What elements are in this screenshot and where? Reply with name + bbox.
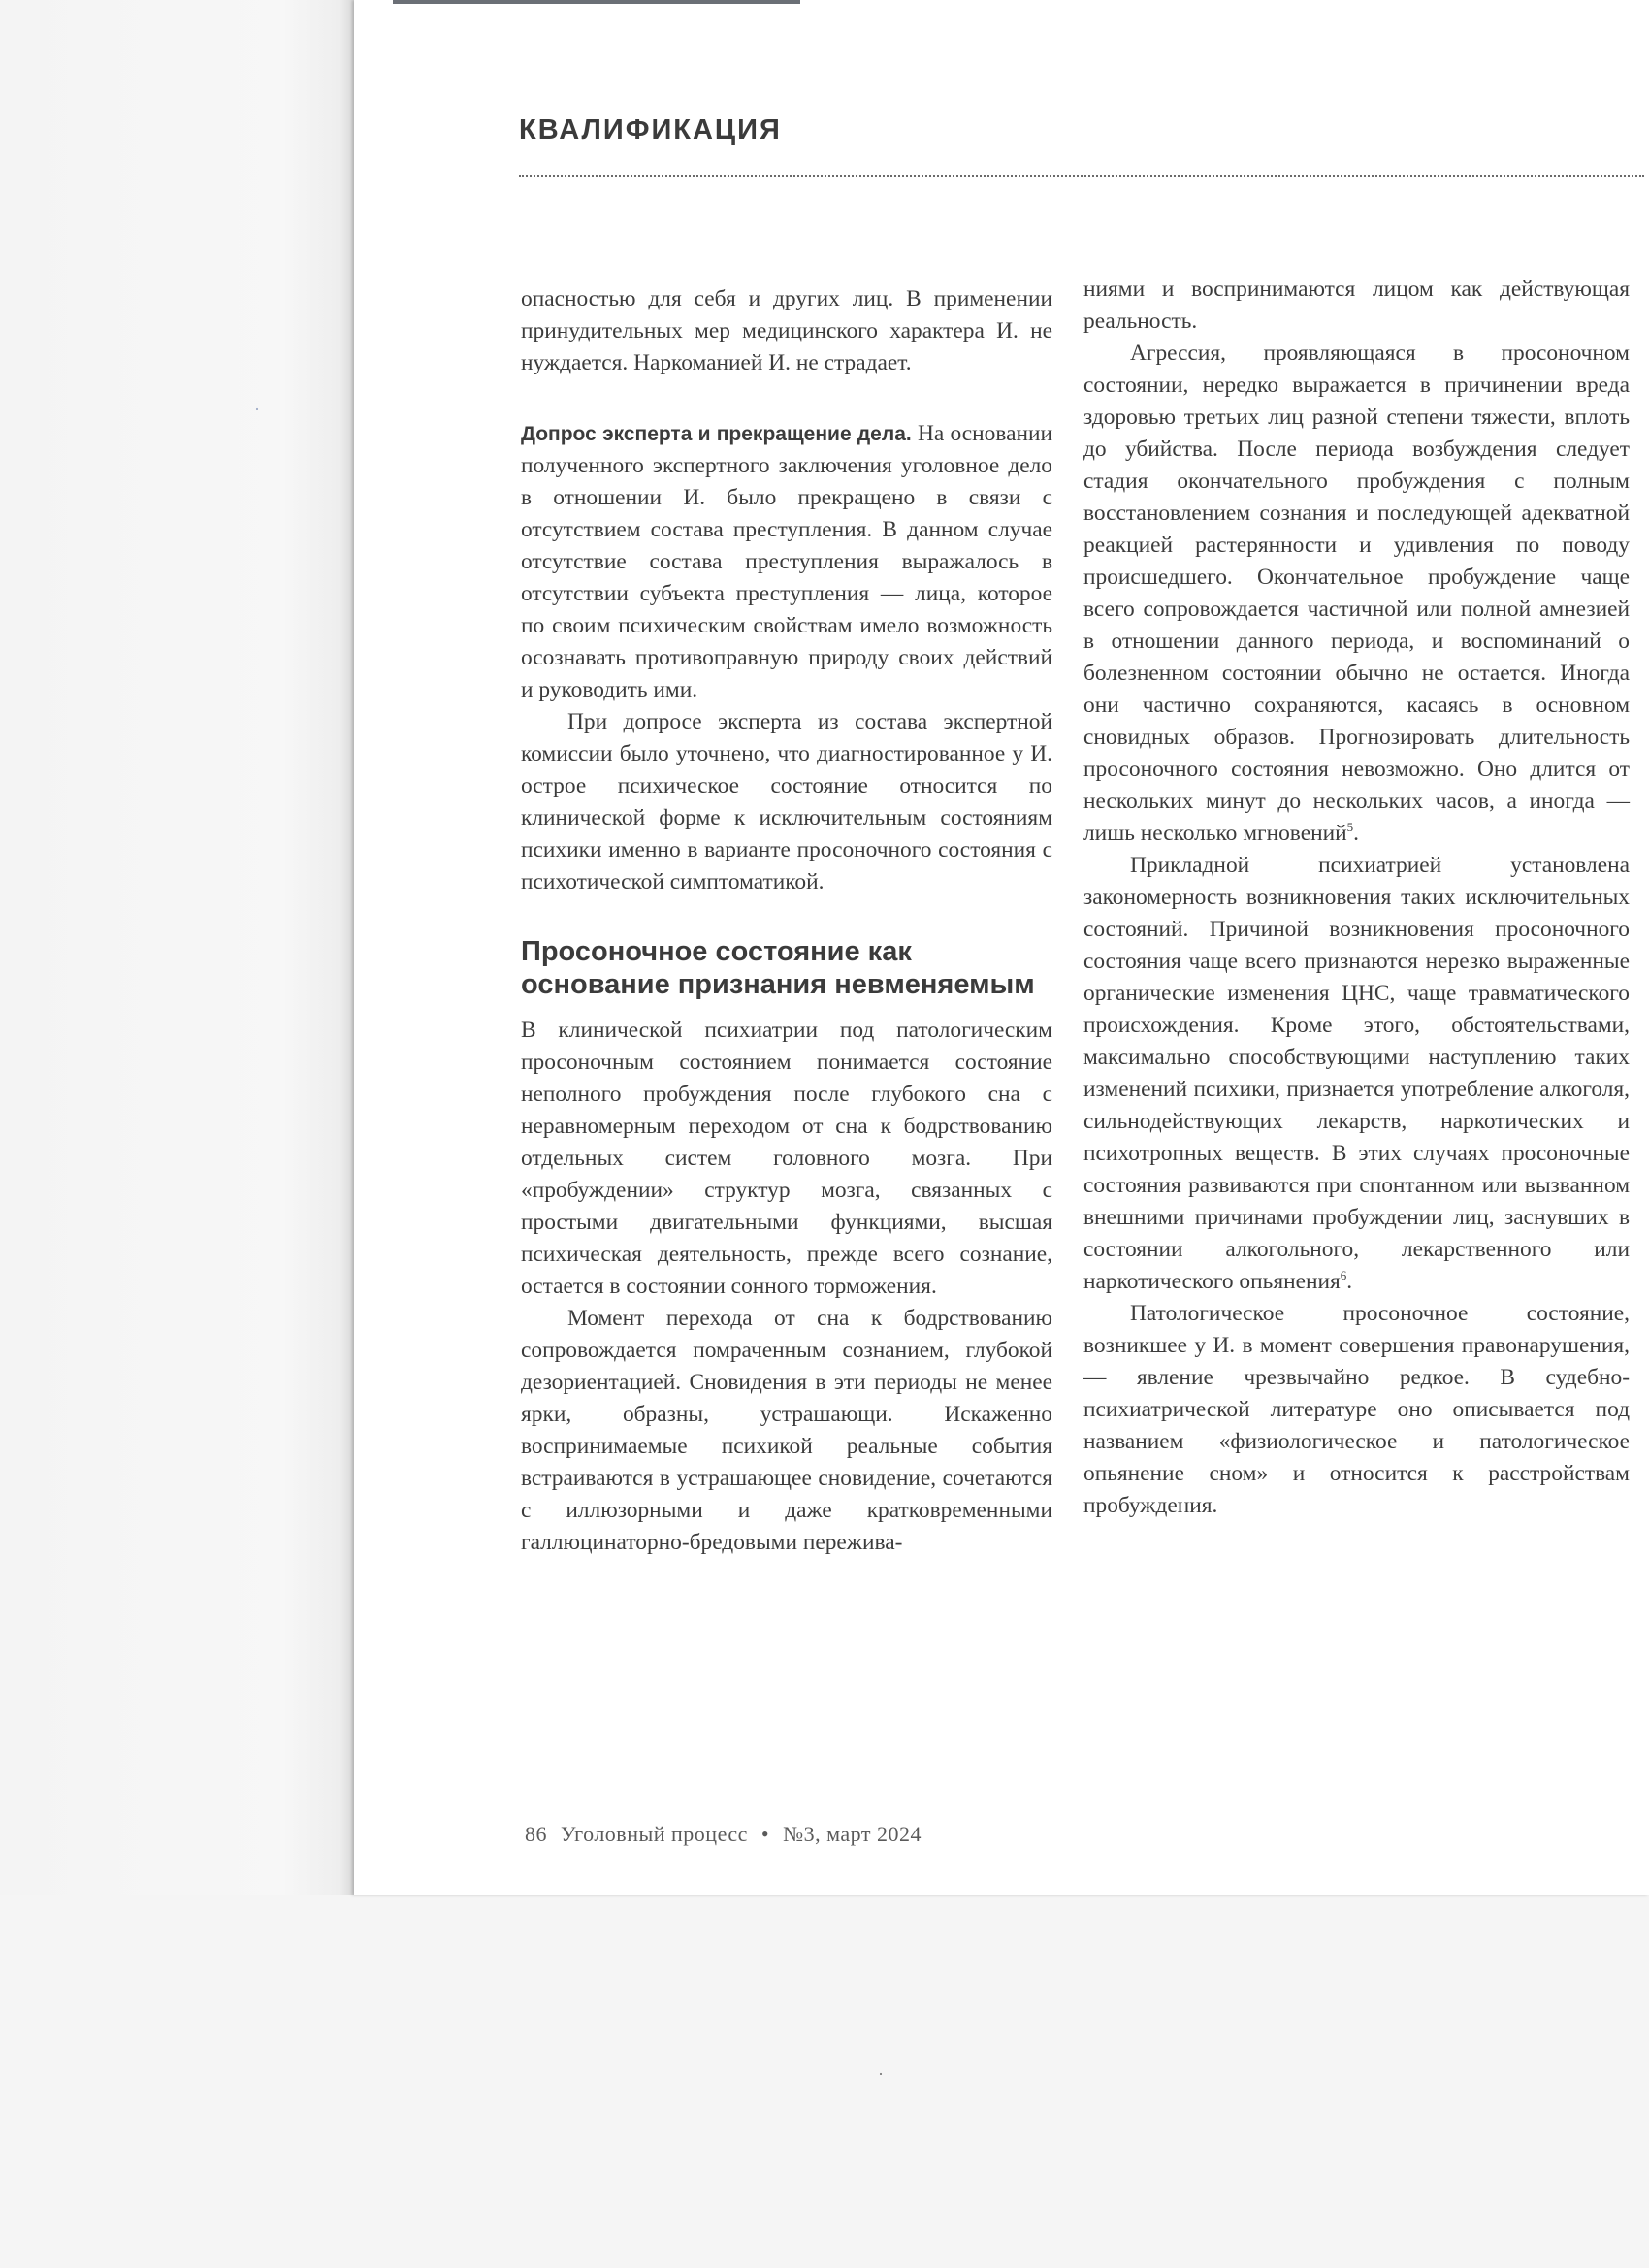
journal-page <box>354 0 1649 1895</box>
footnote-marker: 6 <box>1340 1268 1347 1283</box>
run-in-heading: Допрос эксперта и прекращение дела. <box>521 423 912 445</box>
section-subheading: Просоночное состояние как основание признания невменяемым <box>521 936 1035 1000</box>
paragraph: опасностью для себя и других лиц. В применении принудительных мер медицинского характера И. не нуждается. Наркоманией И. не страдает. <box>521 286 1052 375</box>
paragraph: При допросе эксперта из состава экспертной комиссии было уточнено, что диагностированное у И. острое психическое состояние относится по клинической форме к исключительным состояниям психики именно в варианте просоночного состояния с психотической симптоматикой. <box>521 709 1052 894</box>
section-label: КВАЛИФИКАЦИЯ <box>519 114 782 146</box>
left-column <box>521 283 1052 1559</box>
scan-speck: · <box>878 2064 884 2084</box>
page-footer <box>525 1822 929 1847</box>
scan-background-left <box>0 0 354 1895</box>
scan-speck: · <box>254 400 260 419</box>
paragraph-text: На основании полученного экспертного заключения уголовное дело в отношении И. было прекращено в связи с отсутствием состава преступления. В данном случае отсутствие состава преступления выражалось в отсутствии субъекта преступления — лица, которое по своим психическим свойствам имело возможность осознавать противоправную природу своих действий и руководить ими. <box>521 421 1053 702</box>
paragraph <box>521 418 1052 706</box>
journal-title: Уголовный процесс <box>561 1822 748 1846</box>
issue-info: №3, март 2024 <box>783 1822 922 1846</box>
page-top-rule <box>393 0 800 4</box>
paragraph-text: Агрессия, проявляющаяся в просоночном состоянии, нередко выражается в причинении вреда здоровью третьих лиц разной степени тяжести, вплоть до убийства. После периода возбуждения следует стадия окончательного пробуждения с полным восстановлением сознания и последующей адекватной реакцией растерянности и удивления по поводу происшедшего. Окончательное пробуждение чаще всего сопровождается частичной или полной амнезией в отношении данного периода, и воспоминаний о болезненном состоянии обычно не остается. Иногда они частично сохраняются, касаясь в основном сновидных образов. Прогнозировать длительность просоночного состояния невозможно. Оно длится от нескольких минут до нескольких часов, а иногда — лишь несколько мгновений <box>1083 340 1630 846</box>
paragraph: Агрессия, проявляющаяся в просоночном состоянии, нередко выражается в причинении вреда здоровью третьих лиц разной степени тяжести, вплоть до убийства. После периода возбуждения следует стадия окончательного пробуждения с полным восстановлением сознания и последующей адекватной реакцией растерянности и удивления по поводу происшедшего. Окончательное пробуждение чаще всего сопровождается частичной или полной амнезией в отношении данного периода, и воспоминаний о болезненном состоянии обычно не остается. Иногда они частично сохраняются, касаясь в основном сновидных образов. Прогнозировать длительность просоночного состояния невозможно. Оно длится от нескольких минут до нескольких часов, а иногда — лишь несколько мгновений$^5$. <box>1083 340 1630 846</box>
footnote-marker: 5 <box>1346 820 1354 835</box>
right-column <box>1083 274 1630 1522</box>
paragraph-text: Прикладной психиатрией установлена закономерность возникновения таких исключительных состояний. Причиной возникновения просоночного состояния чаще всего признаются нерезко выраженные органические изменения ЦНС, чаще травматического происхождения. Кроме этого, обстоятельствами, максимально способствующими наступлению таких изменений психики, признается употребление алкоголя, сильнодействующих лекарств, наркотических и психотропных веществ. В этих случаях просоночные состояния развиваются при спонтанном или вызванном внешними причинами пробуждении лиц, заснувших в состоянии алкогольного, лекарственного или наркотического опьянения <box>1083 853 1630 1294</box>
paragraph: ниями и воспринимаются лицом как действующая реальность. <box>1083 276 1630 334</box>
page-number: 86 <box>525 1822 547 1846</box>
paragraph: Прикладной психиатрией установлена закономерность возникновения таких исключительных состояний. Причиной возникновения просоночного состояния чаще всего признаются нерезко выраженные органические изменения ЦНС, чаще травматического происхождения. Кроме этого, обстоятельствами, максимально способствующими наступлению таких изменений психики, признается употребление алкоголя, сильнодействующих лекарств, наркотических и психотропных веществ. В этих случаях просоночные состояния развиваются при спонтанном или вызванном внешними причинами пробуждении лиц, заснувших в состоянии алкогольного, лекарственного или наркотического опьянения$^6$. <box>1083 853 1630 1294</box>
scan-background-bottom <box>0 1895 1649 2268</box>
paragraph: Патологическое просоночное состояние, возникшее у И. в момент совершения правонарушения, — явление чрезвычайно редкое. В судебно-психиатрической литературе оно описывается под названием «физиологическое и патологическое опьянение сном» и относится к расстройствам пробуждения. <box>1083 1301 1630 1518</box>
paragraph: В клинической психиатрии под патологическим просоночным состоянием понимается состояние неполного пробуждения после глубокого сна с неравномерным переходом от сна к бодрствованию отдельных систем головного мозга. При «пробуждении» структур мозга, связанных с простыми двигательными функциями, высшая психическая деятельность, прежде всего сознание, остается в состоянии сонного торможения. <box>521 1018 1052 1299</box>
paragraph: Момент перехода от сна к бодрствованию сопровождается помраченным сознанием, глубокой дезориентацией. Сновидения в эти периоды не менее ярки, образны, устрашающи. Искаженно воспринимаемые психикой реальные события встраиваются в устрашающее сновидение, сочетаются с иллюзорными и даже кратковременными галлюцинаторно-бредовыми пережива- <box>521 1306 1052 1555</box>
footer-separator: • <box>760 1822 770 1846</box>
header-dotted-rule <box>519 175 1644 177</box>
